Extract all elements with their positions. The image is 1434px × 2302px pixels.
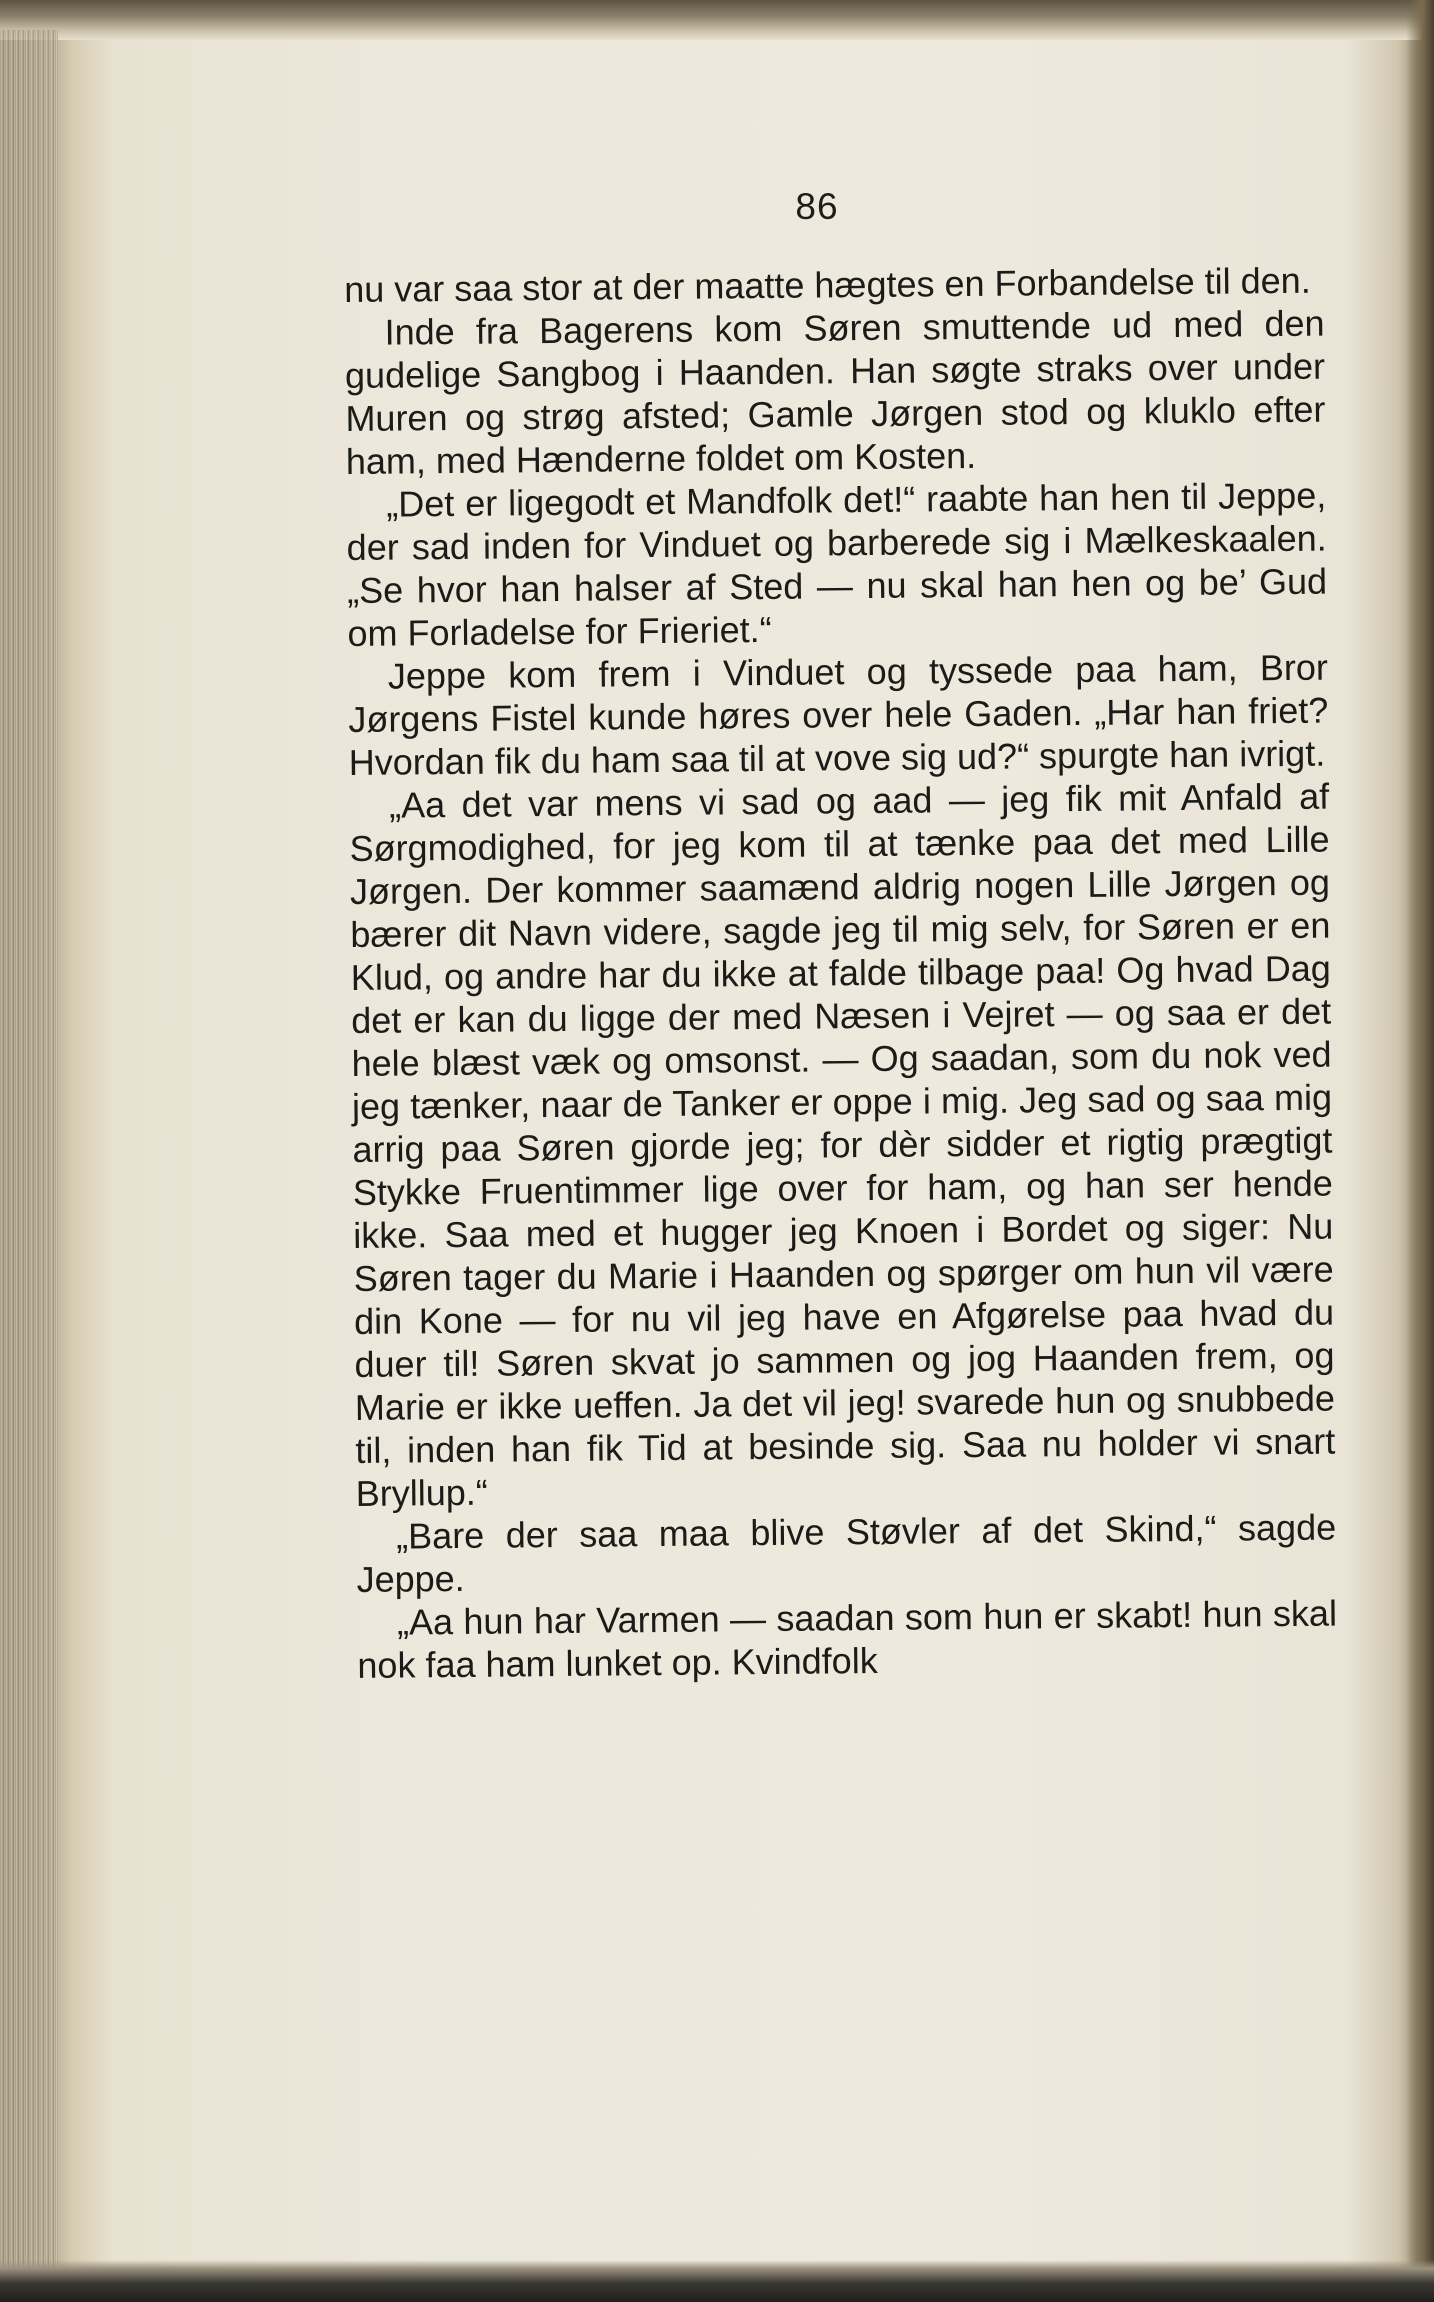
paragraph: Jeppe kom frem i Vinduet og tyssede paa ham, Bror Jørgens Fistel kunde høres over hele Gaden. „Har han friet? Hvordan fik du ham saa til at vove sig ud?“ spurgte han ivrigt.	[348, 646, 1329, 783]
paragraph: nu var saa stor at der maatte hægtes en Forbandelse til den.	[344, 259, 1311, 310]
body-text	[344, 259, 1338, 1687]
paragraph: „Det er ligegodt et Mandfolk det!“ raabte han hen til Jeppe, der sad inden for Vinduet og barberede sig i Mælkeskaalen. „Se hvor han halser af Sted — nu skal han hen og be’ Gud om Forladelse for Frieriet.“	[346, 474, 1328, 654]
paragraph: Inde fra Bagerens kom Søren smuttende ud med den gudelige Sangbog i Haanden. Han søgte straks over under Muren og strøg afsted; Gamle Jørgen stod og kluklo efter ham, med Hænderne foldet om Kosten.	[344, 302, 1326, 482]
page-bottom-edge	[0, 2260, 1434, 2302]
page-top-edge	[0, 0, 1434, 40]
paragraph: „Bare der saa maa blive Støvler af det Skind,“ sagde Jeppe.	[356, 1506, 1337, 1600]
binding-shadow	[1406, 0, 1434, 2302]
paragraph: „Aa hun har Varmen — saadan som hun er skabt! hun skal nok faa ham lunket op. Kvindfolk	[357, 1592, 1338, 1686]
paragraph: „Aa det var mens vi sad og aad — jeg fik mit Anfald af Sørgmodighed, for jeg kom til at tænke paa det med Lille Jørgen. Der kommer saamænd aldrig nogen Lille Jørgen og bærer dit Navn videre, sagde jeg til mig selv, for Søren er en Klud, og andre har du ikke at falde tilbage paa! Og hvad Dag det er kan du ligge der med Næsen i Vejret — og saa er det hele blæst væk og omsonst. — Og saadan, som du nok ved jeg tænker, naar de Tanker er oppe i mig. Jeg sad og saa mig arrig paa Søren gjorde jeg; for dèr sidder et rigtig prægtigt Stykke Fruentimmer lige over for ham, og han ser hende ikke. Saa med et hugger jeg Knoen i Bordet og siger: Nu Søren tager du Marie i Haanden og spørger om hun vil være din Kone — for nu vil jeg have en Afgørelse paa hvad du duer til! Søren skvat jo sammen og jog Haanden frem, og Marie er ikke ueffen. Ja det vil jeg! svarede hun og snubbede til, inden han fik Tid at besinde sig. Saa nu holder vi snart Bryllup.“	[349, 775, 1336, 1514]
stacked-page-edges	[0, 30, 58, 2270]
page-number: 86	[795, 186, 839, 227]
